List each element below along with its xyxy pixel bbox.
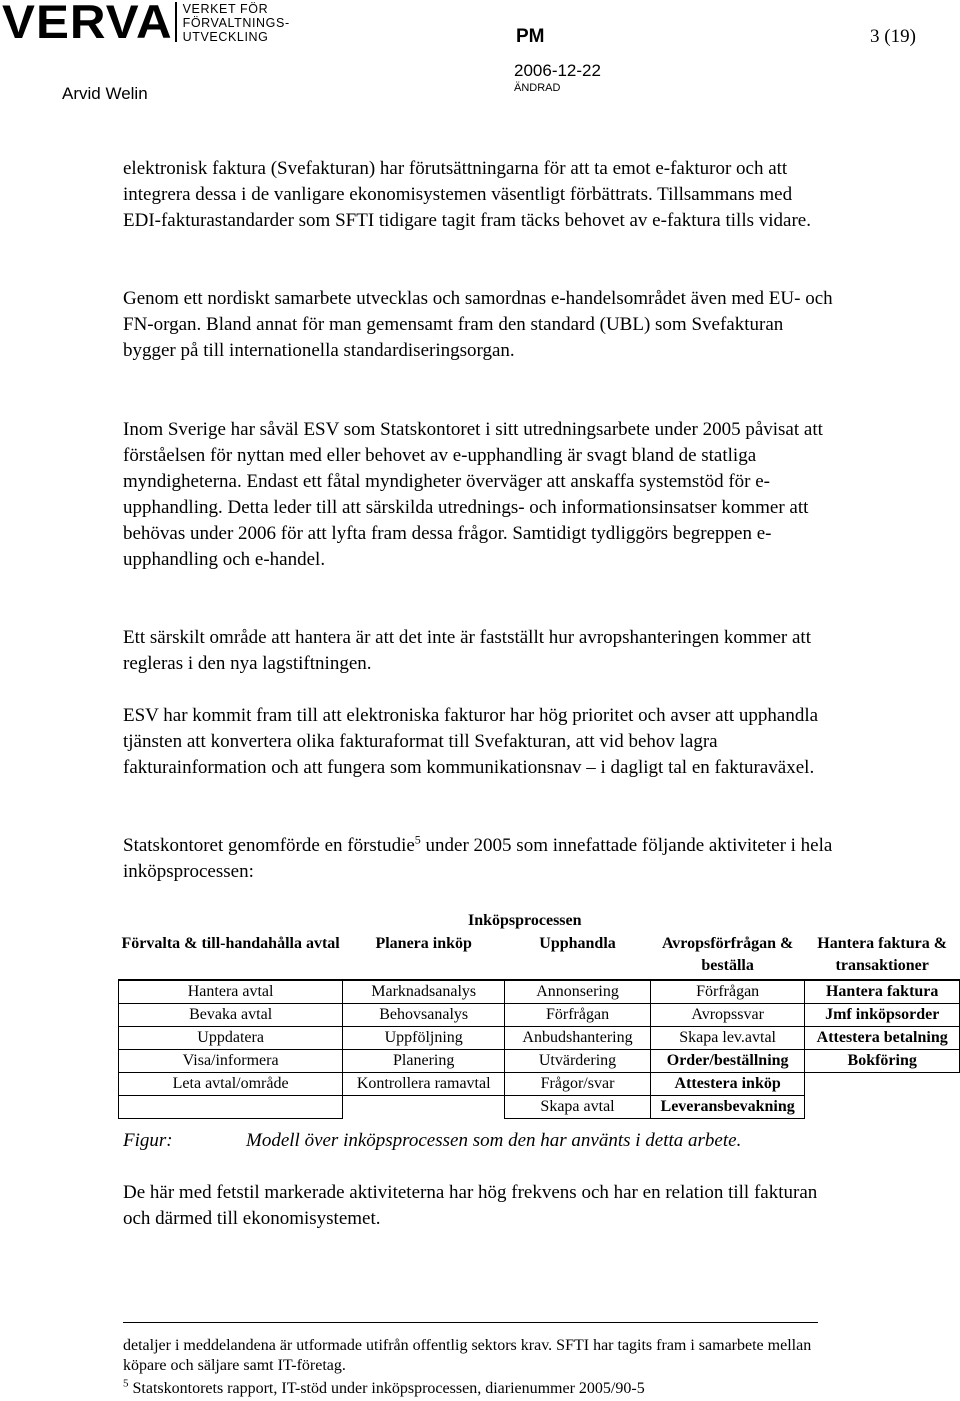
table-cell: Förfrågan <box>505 1004 651 1027</box>
footnote-number: 5 <box>123 1377 129 1390</box>
logo-divider <box>175 2 177 42</box>
table-cell: Frågor/svar <box>505 1073 651 1096</box>
table-cell: Uppdatera <box>119 1027 343 1050</box>
table-cell: Kontrollera ramavtal <box>343 1073 505 1096</box>
table-cell: Planering <box>343 1050 505 1073</box>
paragraph-6-part-b: under 2005 som innefattade följande aktiviteter i hela inköpsprocessen: <box>123 835 833 882</box>
paragraph-3: Inom Sverige har såväl ESV som Statskontoret i sitt utredningsarbete under 2005 påvisat att förståelsen för nyttan med eller behovet av e-upphandling är svagt bland de statliga myndigheterna. Endast ett fåtal myndigheter överväger att anskaffa systemstöd för e-upphandling. Detta leder till att särskilda utrednings- och informationsinsatser kommer att behövas under 2006 för att lyfta fram dessa frågor. Samtidigt tydliggörs begreppen e-upphandling och e-handel. <box>123 419 823 570</box>
figure-caption: Modell över inköpsprocessen som den har använts i detta arbete. <box>246 1130 742 1151</box>
table-row <box>119 1096 960 1119</box>
table-cell <box>343 1096 505 1119</box>
column-header: Förvalta & till-handahålla avtal <box>119 933 343 980</box>
table-cell: Avropssvar <box>650 1004 804 1027</box>
logo-word: VERVA <box>2 0 173 48</box>
table-cell: Jmf inköpsorder <box>805 1004 960 1027</box>
table-cell: Bevaka avtal <box>119 1004 343 1027</box>
logo-subtitle <box>183 0 290 44</box>
process-table <box>118 933 960 1119</box>
table-cell <box>805 1096 960 1119</box>
figure-label: Figur: <box>123 1130 173 1151</box>
paragraph-1: elektronisk faktura (Svefakturan) har förutsättningarna för att ta emot e-fakturor och att integrera dessa i de vanligare ekonomisystemen väsentligt förbättrats. Tillsammans med EDI-fakturastandarder som SFTI tidigare tagit fram täcks behovet av e-faktura tills vidare. <box>123 158 811 231</box>
footnote-continued: detaljer i meddelandena är utformade utifrån offentlig sektors krav. SFTI har tagits fram i samarbete mellan köpare och säljare samt IT-företag. <box>123 1337 812 1374</box>
table-row <box>119 980 960 1004</box>
date: 2006-12-22 <box>514 61 601 80</box>
column-header: Hantera faktura & transaktioner <box>805 933 960 980</box>
table-cell: Hantera avtal <box>119 980 343 1004</box>
table-row <box>119 1050 960 1073</box>
logo-sub-line-1: VERKET FÖR <box>182 2 269 16</box>
table-cell: Behovsanalys <box>343 1004 505 1027</box>
table-cell: Skapa avtal <box>505 1096 651 1119</box>
table-cell: Leveransbevakning <box>650 1096 804 1119</box>
table-cell: Uppföljning <box>343 1027 505 1050</box>
paragraph-2: Genom ett nordiskt samarbete utvecklas och samordnas e-handelsområdet även med EU- och FN-organ. Bland annat för man gemensamt fram den standard (UBL) som Svefakturan bygger på till internationella standardiseringsorgan. <box>123 288 833 361</box>
logo-sub-line-3: UTVECKLING <box>182 30 269 44</box>
paragraph-6-part-a: Statskontoret genomförde en förstudie <box>123 835 415 856</box>
column-header: Upphandla <box>505 933 651 980</box>
footnote-ref-5[interactable]: 5 <box>414 832 421 847</box>
table-header-row <box>119 933 960 980</box>
column-header: Planera inköp <box>343 933 505 980</box>
footnote-divider <box>123 1322 818 1323</box>
table-cell: Anbudshantering <box>505 1027 651 1050</box>
verva-logo <box>2 0 290 48</box>
table-cell: Hantera faktura <box>805 980 960 1004</box>
column-header: Avropsförfrågan & beställa <box>650 933 804 980</box>
figure-title: Inköpsprocessen <box>468 912 582 929</box>
table-cell: Bokföring <box>805 1050 960 1073</box>
table-cell: Order/beställning <box>650 1050 804 1073</box>
footnote-5 <box>123 1379 823 1399</box>
author: Arvid Welin <box>62 84 148 103</box>
doc-type: PM <box>516 26 545 47</box>
table-cell: Visa/informera <box>119 1050 343 1073</box>
footnote-text: Statskontorets rapport, IT-stöd under inköpsprocessen, diarienummer 2005/90-5 <box>128 1380 645 1397</box>
table-cell <box>805 1073 960 1096</box>
table-row <box>119 1027 960 1050</box>
table-cell: Annonsering <box>505 980 651 1004</box>
paragraph-5: ESV har kommit fram till att elektroniska fakturor har hög prioritet och avser att upphandla tjänsten att konvertera olika fakturaformat till Svefakturan, att vid behov lagra fakturainformation och att fungera som kommunikationsnav – i dagligt tal en fakturaväxel. <box>123 705 819 778</box>
paragraph-4: Ett särskilt område att hantera är att det inte är fastställt hur avropshanteringen kommer att regleras i den nya lagstiftningen. <box>123 627 811 674</box>
table-cell: Skapa lev.avtal <box>650 1027 804 1050</box>
page-number: 3 (19) <box>870 26 916 47</box>
table-cell: Leta avtal/område <box>119 1073 343 1096</box>
table-row <box>119 1004 960 1027</box>
paragraph-6 <box>123 833 833 885</box>
table-cell: Attestera inköp <box>650 1073 804 1096</box>
table-cell: Marknadsanalys <box>343 980 505 1004</box>
table-cell <box>119 1096 343 1119</box>
table-cell: Utvärdering <box>505 1050 651 1073</box>
status-label: ÄNDRAD <box>514 82 561 94</box>
table-cell: Attestera betalning <box>805 1027 960 1050</box>
paragraph-7: De här med fetstil markerade aktiviteterna har hög frekvens och har en relation till fakturan och därmed till ekonomisystemet. <box>123 1182 818 1229</box>
table-row <box>119 1073 960 1096</box>
table-cell: Förfrågan <box>650 980 804 1004</box>
logo-sub-line-2: FÖRVALTNINGS- <box>182 16 290 30</box>
